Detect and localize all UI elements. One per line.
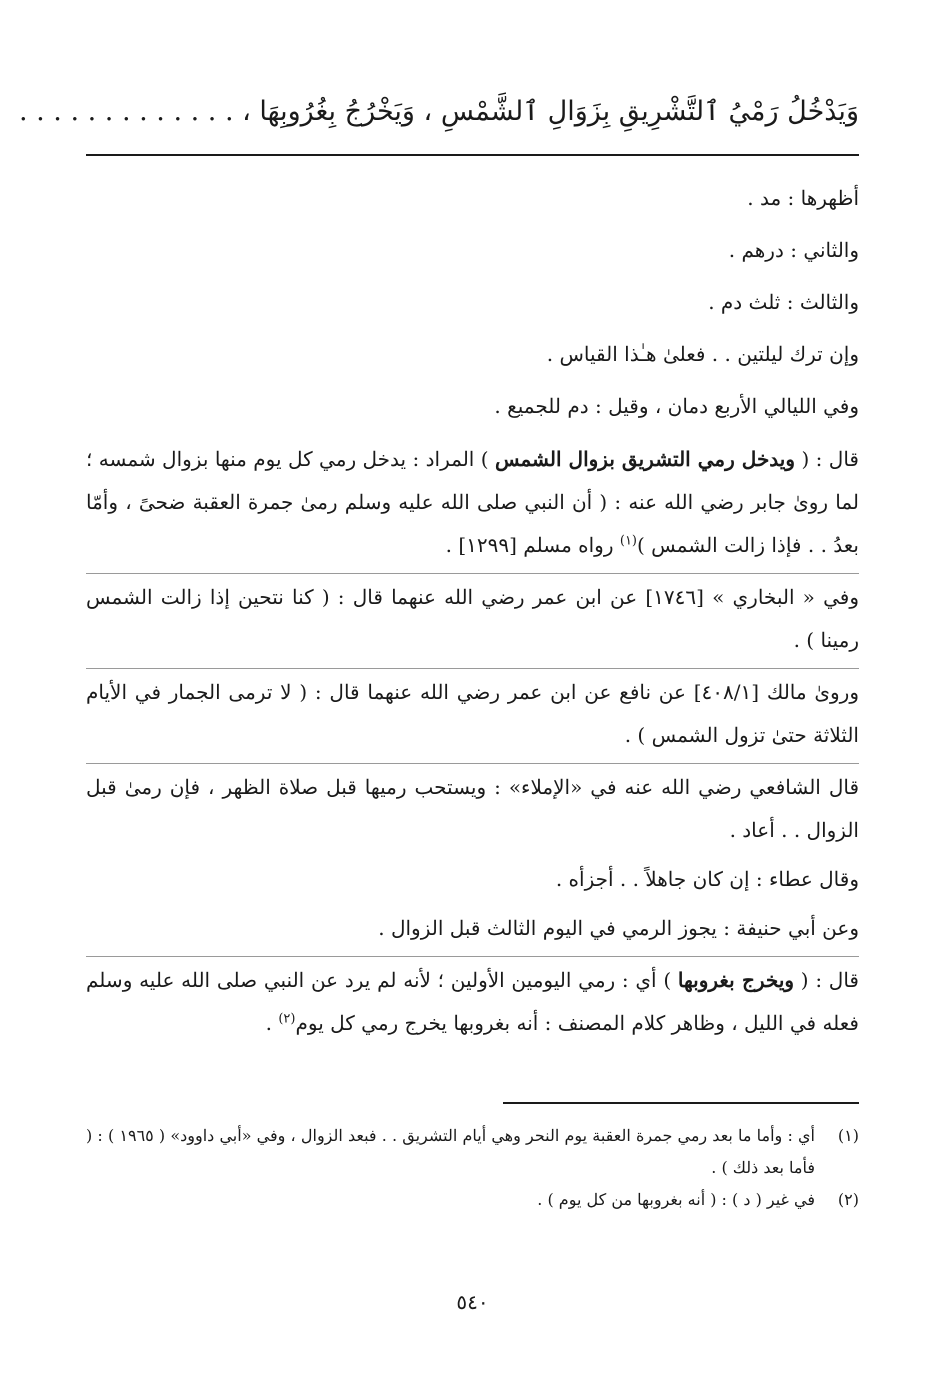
footnote-ref: (١) xyxy=(619,533,637,549)
paragraph-bukhari: وفي « البخاري » [١٧٤٦] عن ابن عمر رضي الله عنهما قال : ( كنا نتحين إذا زالت الشمس رمينا ) . xyxy=(86,573,859,662)
paragraph-entering-time xyxy=(86,438,859,567)
paragraph-exit-time xyxy=(86,956,859,1045)
text-line: والثاني : درهم . xyxy=(728,238,859,262)
quote-open: قال : ( xyxy=(794,968,859,992)
paragraph-abu-hanifa: وعن أبي حنيفة : يجوز الرمي في اليوم الثالث قبل الزوال . xyxy=(378,916,859,940)
text-line: والثالث : ثلث دم . xyxy=(708,290,859,314)
matn-header-line: وَيَدْخُلُ رَمْيُ ٱلتَّشْرِيقِ بِزَوَالِ ٱلشَّمْسِ ، وَيَخْرُجُ بِغُرُوبِهَا ، . . . . . . . . . . . . . xyxy=(18,96,859,127)
commentary-body xyxy=(86,172,859,1045)
footnotes xyxy=(86,1120,859,1216)
paragraph-text: . xyxy=(265,1011,279,1035)
paragraph-shafii: قال الشافعي رضي الله عنه في «الإملاء» : ويستحب رميها قبل صلاة الظهر ، فإن رمىٰ قبل الزوال . . أعاد . xyxy=(86,763,859,852)
matn-quote: ويخرج بغروبها xyxy=(677,968,795,992)
text-line: أظهرها : مد . xyxy=(747,186,859,210)
header-divider xyxy=(86,154,859,156)
page-number: ٥٤٠ xyxy=(456,1290,489,1314)
text-line: وإن ترك ليلتين . . فعلىٰ هـٰذا القياس . xyxy=(546,342,859,366)
paragraph-text: ) أي : رمي اليومين الأولين ؛ لأنه لم يرد عن النبي صلى الله عليه وسلم فعله في الليل ، وظاهر كلام المصنف : أنه بغروبها يخرج رمي كل يوم xyxy=(86,968,859,1035)
footnote-text: أي : وأما ما بعد رمي جمرة العقبة يوم النحر وهي أيام التشريق . . فبعد الزوال ، وفي «أبي داوود» ( ١٩٦٥ ) : ( فأما بعد ذلك ) . xyxy=(86,1126,815,1177)
footnote-number: (٢) xyxy=(837,1190,859,1209)
footnote-number: (١) xyxy=(837,1126,859,1145)
matn-quote: ويدخل رمي التشريق بزوال الشمس xyxy=(494,447,796,471)
footnote xyxy=(86,1120,859,1184)
quote-open: قال : ( xyxy=(795,447,859,471)
footnote-ref: (٢) xyxy=(278,1011,296,1027)
paragraph-text: ) المراد : يدخل رمي كل يوم منها بزوال شمسه ؛ لما روىٰ جابر رضي الله عنه : ( أن النبي صلى الله عليه وسلم رمىٰ جمرة العقبة ضحىً ، وأمّا بعدُ . . فإذا زالت الشمس ) xyxy=(86,447,859,557)
footnote-text: في غير ( د ) : ( أنه بغروبها من كل يوم ) . xyxy=(537,1190,815,1209)
footnote xyxy=(86,1184,859,1216)
paragraph-text: رواه مسلم [١٢٩٩] . xyxy=(445,533,620,557)
paragraph-malik: وروىٰ مالك [٤٠٨/١] عن نافع عن ابن عمر رضي الله عنهما قال : ( لا ترمى الجمار في الأيام الثلاثة حتىٰ تزول الشمس ) . xyxy=(86,668,859,757)
text-line: وفي الليالي الأربع دمان ، وقيل : دم للجميع . xyxy=(494,394,859,418)
paragraph-ata: وقال عطاء : إن كان جاهلاً . . أجزأه . xyxy=(555,867,859,891)
footnote-divider xyxy=(503,1102,859,1104)
